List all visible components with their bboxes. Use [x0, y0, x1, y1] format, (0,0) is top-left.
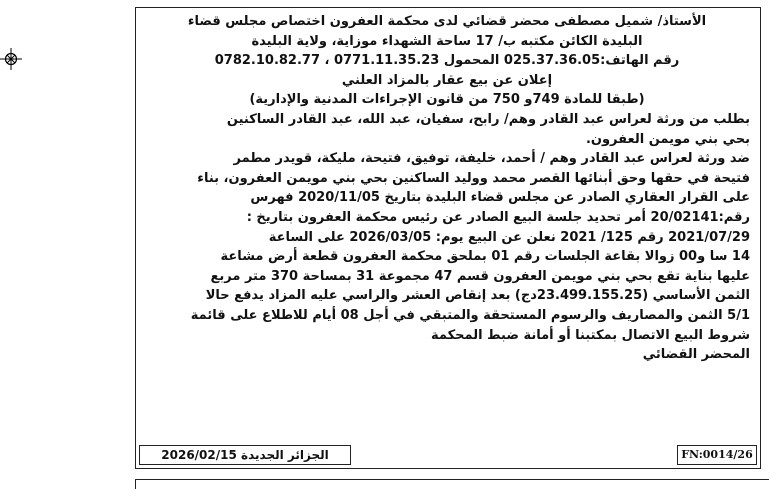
phone-line: رقم الهاتف:025.37.36.05 المحمول 0771.11.35.23 ، 0782.10.82.77: [214, 53, 680, 69]
body-line: شروط البيع الاتصال بمكتبنا أو أمانة ضبط المحكمة: [431, 327, 750, 343]
notice-title: إعلان عن بيع عقار بالمزاد العلني: [341, 72, 553, 88]
body-line: الثمن الأساسي (23.499.155.25دج) بعد إنقاص العشر والراسي عليه المزاد يدفع حالا: [205, 288, 750, 304]
body-line: 5/1 الثمن والمصاريف والرسوم المستحقة والمتبقي في أجل 08 أيام للاطلاع على قائمة: [190, 307, 750, 323]
legal-notice-box: [135, 7, 761, 469]
bailiff-name-line: الأستاذ/ شميل مصطفى محضر قضائي لدى محكمة العفرون اختصاص مجلس قضاء: [187, 14, 707, 29]
body-line: على القرار العقاري الصادر عن مجلس قضاء البليدة بتاريخ 2020/11/05 فهرس: [250, 190, 750, 206]
body-line: 2021/07/29 رقم 125/ 2021 نعلن عن البيع يوم: 2026/03/05 على الساعة: [268, 229, 750, 245]
notice-body: [144, 12, 750, 365]
body-line: 14 سا و00 زوالا بقاعة الجلسات رقم 01 بملحق محكمة العفرون قطعة أرض مشاعة: [220, 249, 750, 265]
office-address-line: البليدة الكائن مكتبه ب/ 17 ساحة الشهداء موزاية، ولاية البليدة: [251, 33, 643, 49]
body-line: عليها بناية تقع بحي بني مويمن العفرون قسم 47 مجموعة 31 بمساحة 370 متر مربع: [210, 268, 750, 284]
reference-box: FN:0014/26: [677, 445, 757, 465]
body-line: ضد ورثة لعراس عبد القادر وهم / أحمد، خليفة، توفيق، فتيحة، مليكة، قويدر مطمر: [233, 151, 750, 167]
publication-box: الجزائر الجديدة 2026/02/15: [139, 445, 351, 465]
signature-line: المحضر القضائي: [642, 347, 750, 363]
body-line: بطلب من ورثة لعراس عبد القادر وهم/ رابح، سفيان، عبد الله، عبد القادر الساكنين: [226, 111, 750, 127]
body-line: رقم:20/02141 أمر تحديد جلسة البيع الصادر عن رئيس محكمة العفرون بتاريخ :: [246, 209, 750, 225]
registration-mark-icon: [0, 48, 22, 70]
next-notice-border: [135, 479, 769, 489]
body-line: بحي بني مويمن العفرون.: [585, 131, 750, 147]
legal-basis-line: (طبقا للمادة 749و 750 من قانون الإجراءات المدنية والإدارية): [249, 92, 645, 108]
body-line: فتيحة في حقها وحق أبنائها القصر محمد ووليد الساكنين بحي بني مويمن العفرون، بناء: [197, 170, 750, 186]
